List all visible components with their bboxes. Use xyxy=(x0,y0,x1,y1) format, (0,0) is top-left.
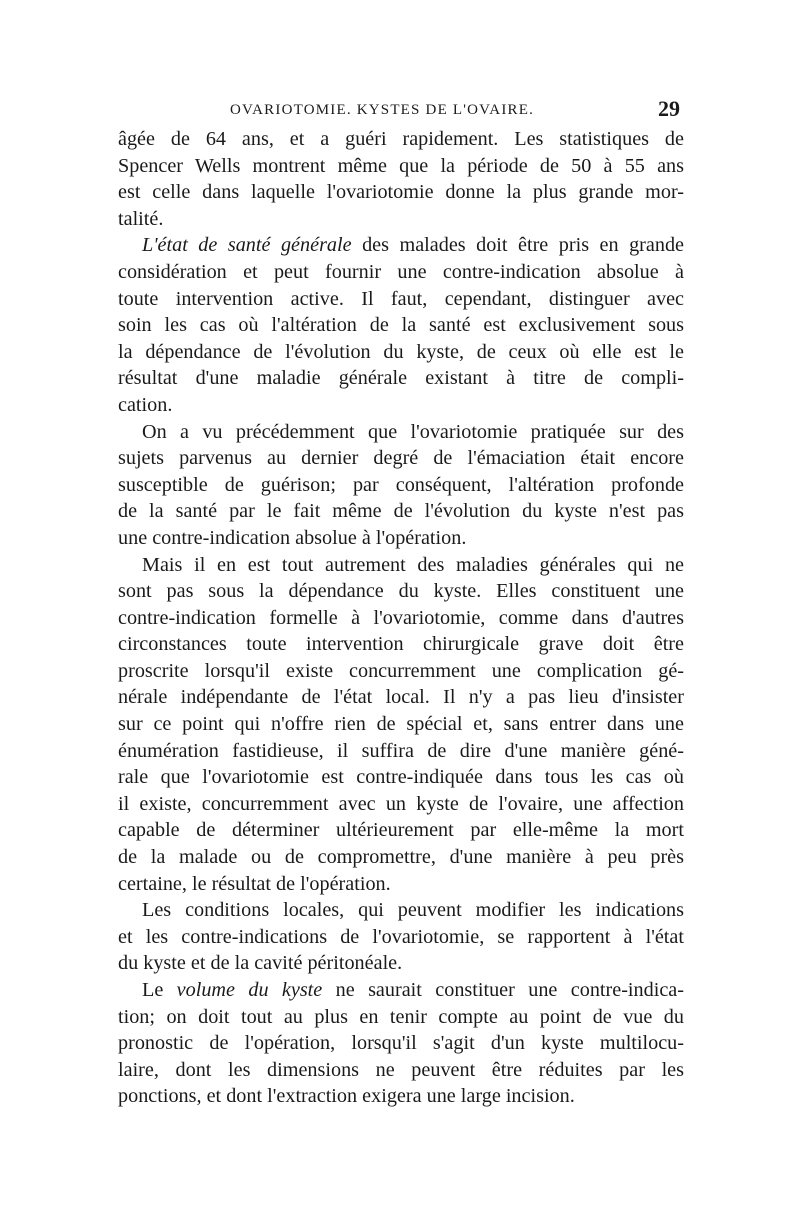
text-run: des malades doit être pris en grande xyxy=(351,234,684,257)
text-line: la dépendance de l'évolution du kyste, de ceux où elle est le xyxy=(118,340,684,363)
text-line: rale que l'ovariotomie est contre-indiquée dans tous les cas où xyxy=(118,766,684,789)
paragraph xyxy=(118,977,684,1110)
text-line: capable de déterminer ultérieurement par elle-même la mort xyxy=(118,819,684,842)
text-line: toute intervention active. Il faut, cependant, distinguer avec xyxy=(118,287,684,310)
text-line: soin les cas où l'altération de la santé est exclusivement sous xyxy=(118,314,684,337)
text-line: résultat d'une maladie générale existant à titre de compli- xyxy=(118,367,684,390)
italic-term: L'état de santé générale xyxy=(142,234,352,257)
paragraph xyxy=(118,419,684,552)
paragraph xyxy=(118,897,684,977)
text-line: du kyste et de la cavité péritonéale. xyxy=(118,952,403,975)
text-line xyxy=(118,232,684,259)
text-line: ponctions, et dont l'extraction exigera une large incision. xyxy=(118,1085,575,1108)
text-line: âgée de 64 ans, et a guéri rapidement. Les statistiques de xyxy=(118,128,684,150)
paragraph xyxy=(118,232,684,418)
text-line: talité. xyxy=(118,207,164,230)
text-line: Les conditions locales, qui peuvent modifier les indications xyxy=(142,899,684,922)
text-line: Mais il en est tout autrement des maladies générales qui ne xyxy=(142,553,684,576)
text-line: pronostic de l'opération, lorsqu'il s'agit d'un kyste multilocu- xyxy=(118,1032,684,1055)
text-line: laire, dont les dimensions ne peuvent être réduites par les xyxy=(118,1058,684,1081)
text-line: proscrite lorsqu'il existe concurremment une complication gé- xyxy=(118,659,684,682)
text-line: est celle dans laquelle l'ovariotomie donne la plus grande mor- xyxy=(118,181,684,204)
text-line: énumération fastidieuse, il suffira de dire d'une manière géné- xyxy=(118,739,684,762)
text-line: certaine, le résultat de l'opération. xyxy=(118,872,391,895)
italic-term: volume du kyste xyxy=(176,979,323,1001)
text-line: une contre-indication absolue à l'opération. xyxy=(118,526,467,549)
text-line: On a vu précédemment que l'ovariotomie pratiquée sur des xyxy=(142,420,684,443)
text-line: nérale indépendante de l'état local. Il n'y a pas lieu d'insister xyxy=(118,686,684,709)
text-line: cation. xyxy=(118,393,173,416)
text-line: de la malade ou de compromettre, d'une manière à peu près xyxy=(118,846,684,869)
text-run: ne saurait constituer une contre-indica- xyxy=(322,979,684,1001)
text-line: Spencer Wells montrent même que la période de 50 à 55 ans xyxy=(118,154,684,177)
text-line: susceptible de guérison; par conséquent, l'altération profonde xyxy=(118,473,684,496)
paragraph xyxy=(118,552,684,898)
body-text xyxy=(118,126,684,1110)
text-line: considération et peut fournir une contre-indication absolue à xyxy=(118,260,684,283)
text-line xyxy=(118,977,684,1004)
text-line: de la santé par le fait même de l'évolution du kyste n'est pas xyxy=(118,500,684,523)
text-line: sont pas sous la dépendance du kyste. Elles constituent une xyxy=(118,580,684,603)
running-head xyxy=(118,96,680,124)
paragraph xyxy=(118,126,684,232)
text-line: il existe, concurremment avec un kyste de l'ovaire, une affection xyxy=(118,792,684,815)
running-title: OVARIOTOMIE. KYSTES DE L'OVAIRE. xyxy=(230,102,535,118)
text-line: et les contre-indications de l'ovariotomie, se rapportent à l'état xyxy=(118,925,684,948)
text-line: circonstances toute intervention chirurgicale grave doit être xyxy=(118,633,684,656)
text-line: tion; on doit tout au plus en tenir compte au point de vue du xyxy=(118,1005,684,1028)
text-line: contre-indication formelle à l'ovariotomie, comme dans d'autres xyxy=(118,606,684,629)
text-line: sur ce point qui n'offre rien de spécial et, sans entrer dans une xyxy=(118,713,684,736)
text-run: Le xyxy=(142,979,177,1001)
text-line: sujets parvenus au dernier degré de l'émaciation était encore xyxy=(118,447,684,470)
page-number: 29 xyxy=(658,96,680,121)
